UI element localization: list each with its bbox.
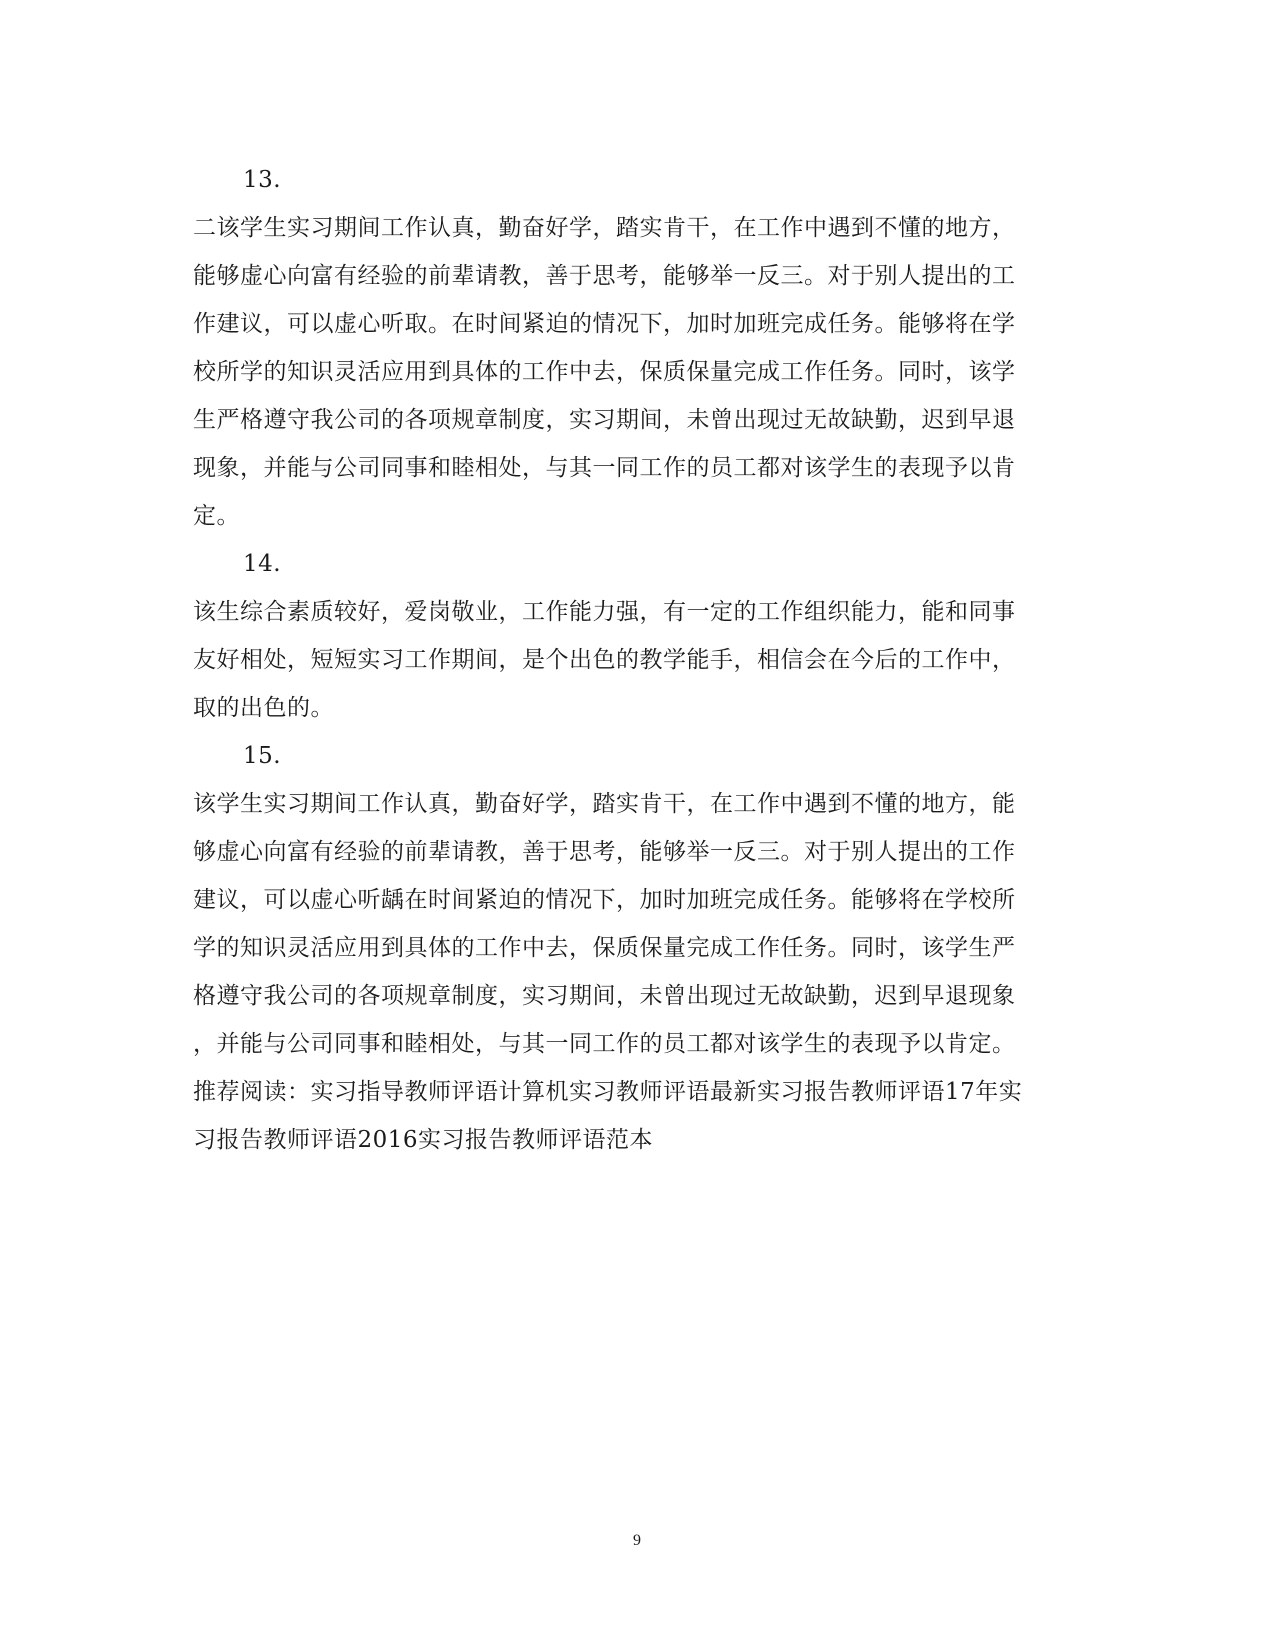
paragraph-line: 建议，可以虚心听龋在时间紧迫的情况下，加时加班完成任务。能够将在学校所 — [193, 887, 1016, 913]
recommended-reading-line: 习报告教师评语2016实习报告教师评语范本 — [193, 1127, 654, 1153]
paragraph-line: 够虚心向富有经验的前辈请教，善于思考，能够举一反三。对于别人提出的工作 — [193, 839, 1016, 865]
paragraph-line: 能够虚心向富有经验的前辈请教，善于思考，能够举一反三。对于别人提出的工 — [193, 263, 1016, 289]
paragraph-line: ，并能与公司同事和睦相处，与其一同工作的员工都对该学生的表现予以肯定。 — [193, 1031, 1016, 1057]
recommended-reading-line: 推荐阅读：实习指导教师评语计算机实习教师评语最新实习报告教师评语17年实 — [193, 1079, 1023, 1105]
paragraph-line: 学的知识灵活应用到具体的工作中去，保质保量完成工作任务。同时，该学生严 — [193, 935, 1016, 961]
item-number-14: 14. — [243, 551, 282, 577]
document-body — [193, 156, 1073, 1164]
paragraph-line: 取的出色的。 — [193, 695, 334, 721]
item-number-15: 15. — [243, 743, 282, 769]
paragraph-line: 定。 — [193, 503, 240, 529]
paragraph-line: 生严格遵守我公司的各项规章制度，实习期间，未曾出现过无故缺勤，迟到早退 — [193, 407, 1016, 433]
paragraph-line: 友好相处，短短实习工作期间，是个出色的教学能手，相信会在今后的工作中， — [193, 647, 1016, 673]
paragraph-line: 格遵守我公司的各项规章制度，实习期间，未曾出现过无故缺勤，迟到早退现象 — [193, 983, 1016, 1009]
page-number: 9 — [633, 1532, 641, 1549]
paragraph-line: 作建议，可以虚心听取。在时间紧迫的情况下，加时加班完成任务。能够将在学 — [193, 311, 1016, 337]
paragraph-line: 校所学的知识灵活应用到具体的工作中去，保质保量完成工作任务。同时，该学 — [193, 359, 1016, 385]
paragraph-line: 现象，并能与公司同事和睦相处，与其一同工作的员工都对该学生的表现予以肯 — [193, 455, 1016, 481]
paragraph-line: 该学生实习期间工作认真，勤奋好学，踏实肯干，在工作中遇到不懂的地方，能 — [193, 791, 1016, 817]
item-number-13: 13. — [243, 167, 282, 193]
paragraph-line: 二该学生实习期间工作认真，勤奋好学，踏实肯干，在工作中遇到不懂的地方， — [193, 215, 1016, 241]
paragraph-line: 该生综合素质较好，爱岗敬业，工作能力强，有一定的工作组织能力，能和同事 — [193, 599, 1016, 625]
